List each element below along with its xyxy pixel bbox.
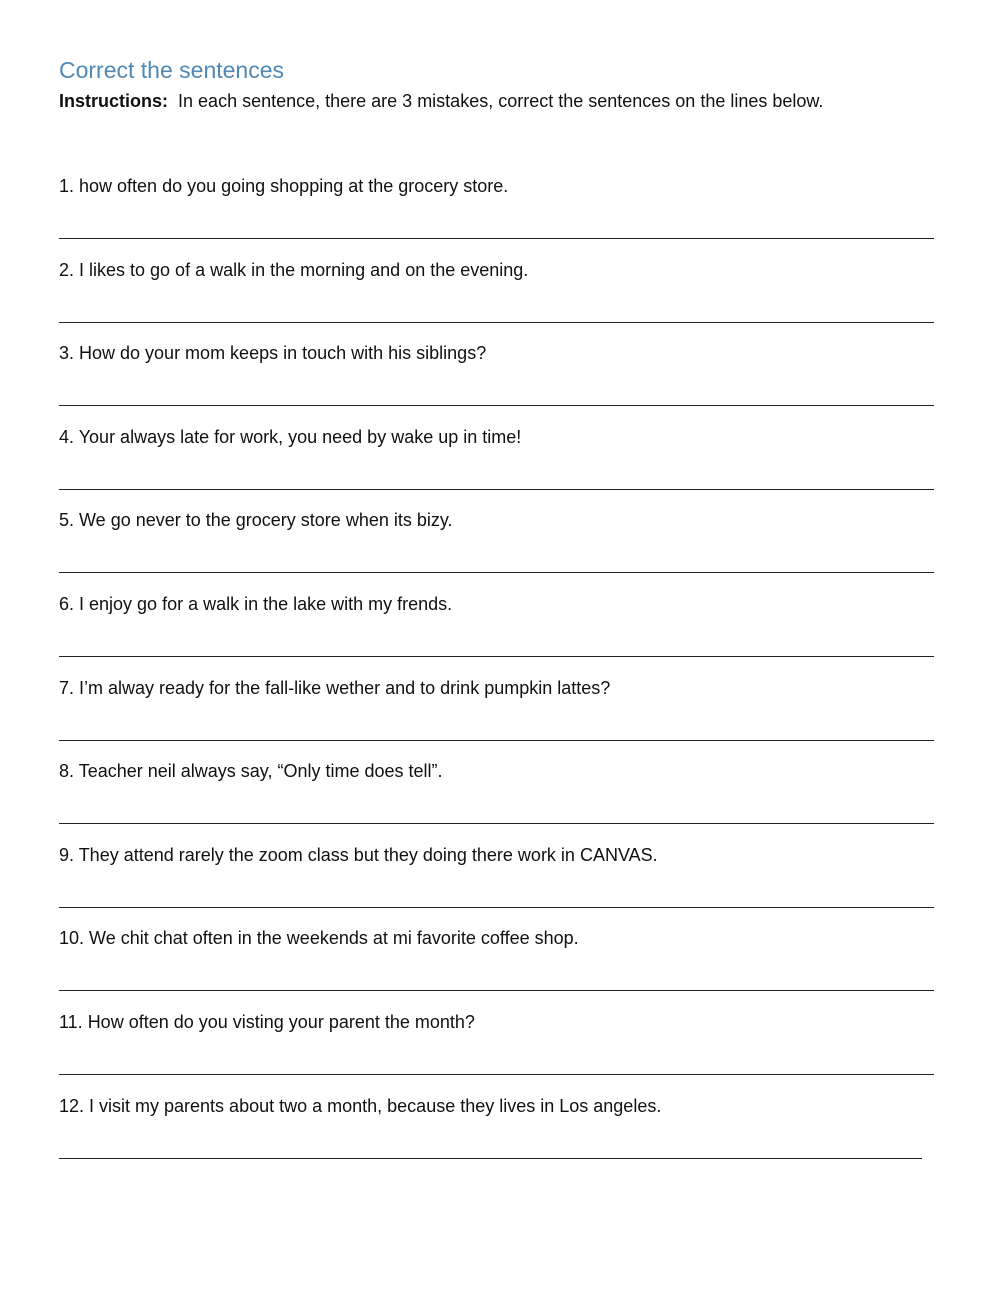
answer-line-12[interactable] bbox=[59, 1158, 922, 1159]
answer-line-9[interactable] bbox=[59, 907, 934, 908]
answer-line-10[interactable] bbox=[59, 990, 934, 991]
sentence-1: 1. how often do you going shopping at the grocery store. bbox=[59, 176, 509, 196]
worksheet-title: Correct the sentences bbox=[59, 57, 285, 83]
answer-line-7[interactable] bbox=[59, 740, 934, 741]
answer-line-4[interactable] bbox=[59, 489, 934, 490]
sentence-5: 5. We go never to the grocery store when its bizy. bbox=[59, 510, 453, 531]
answer-line-8[interactable] bbox=[59, 823, 934, 824]
sentence-3: 3. How do your mom keeps in touch with his siblings? bbox=[59, 343, 487, 364]
sentence-10: 10. We chit chat often in the weekends at mi favorite coffee shop. bbox=[59, 928, 579, 949]
answer-line-6[interactable] bbox=[59, 656, 934, 657]
sentence-8: 8. Teacher neil always say, “Only time does tell”. bbox=[59, 761, 443, 782]
answer-line-11[interactable] bbox=[59, 1074, 934, 1075]
sentence-4: 4. Your always late for work, you need by wake up in time! bbox=[59, 426, 522, 447]
sentence-11: 11. How often do you visting your parent the month? bbox=[59, 1012, 475, 1032]
answer-line-2[interactable] bbox=[59, 322, 934, 323]
sentence-7: 7. I’m alway ready for the fall-like wether and to drink pumpkin lattes? bbox=[59, 677, 611, 698]
instructions bbox=[59, 91, 823, 112]
answer-line-3[interactable] bbox=[59, 405, 934, 406]
sentence-12: 12. I visit my parents about two a month, because they lives in Los angeles. bbox=[59, 1095, 662, 1116]
answer-line-5[interactable] bbox=[59, 572, 934, 573]
instructions-label: Instructions: bbox=[59, 91, 169, 111]
sentence-6: 6. I enjoy go for a walk in the lake with my frends. bbox=[59, 594, 453, 614]
sentence-2: 2. I likes to go of a walk in the morning and on the evening. bbox=[59, 259, 529, 280]
instructions-text: In each sentence, there are 3 mistakes, correct the sentences on the lines below. bbox=[178, 91, 824, 111]
answer-line-1[interactable] bbox=[59, 238, 934, 239]
sentence-9: 9. They attend rarely the zoom class but they doing there work in CANVAS. bbox=[59, 844, 658, 865]
